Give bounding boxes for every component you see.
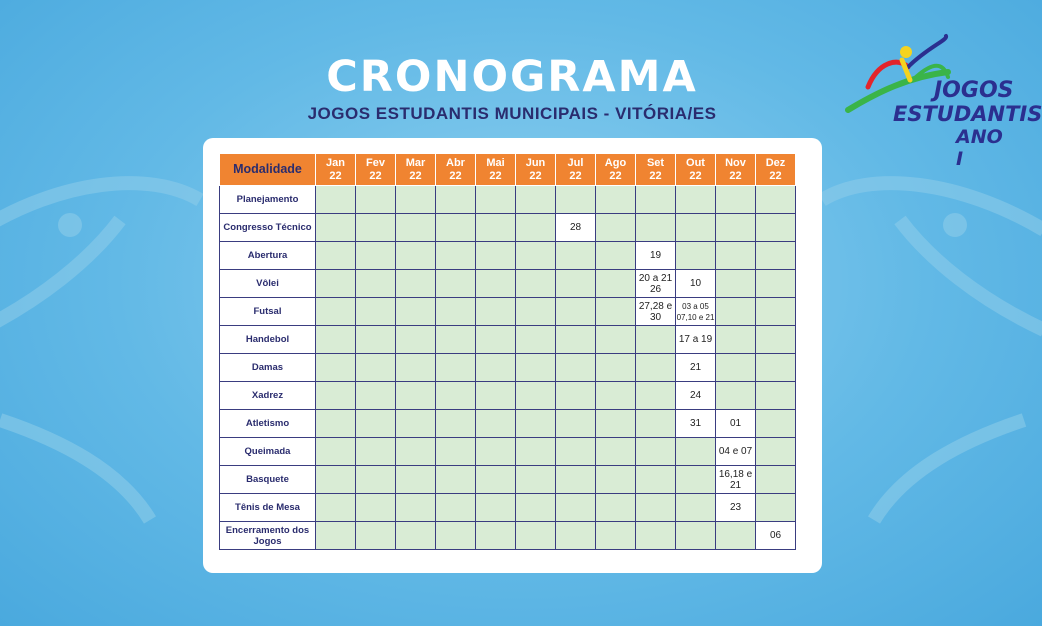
- date-cell: 03 a 05 07,10 e 21: [676, 298, 716, 326]
- empty-cell: [396, 382, 436, 410]
- empty-cell: [596, 410, 636, 438]
- date-cell: 01: [716, 410, 756, 438]
- month-name: Dez: [765, 156, 786, 169]
- month-header-mai: [476, 154, 516, 186]
- empty-cell: [476, 466, 516, 494]
- month-name: Jun: [525, 156, 546, 169]
- empty-cell: [516, 466, 556, 494]
- month-name: Fev: [366, 156, 385, 169]
- empty-cell: [556, 494, 596, 522]
- empty-cell: [396, 466, 436, 494]
- month-header-set: [636, 154, 676, 186]
- empty-cell: [556, 186, 596, 214]
- empty-cell: [436, 242, 476, 270]
- empty-cell: [676, 186, 716, 214]
- empty-cell: [676, 522, 716, 550]
- empty-cell: [756, 270, 796, 298]
- empty-cell: [476, 298, 516, 326]
- logo-line-1: JOGOS: [934, 78, 1014, 103]
- empty-cell: [356, 214, 396, 242]
- empty-cell: [716, 298, 756, 326]
- empty-cell: [516, 298, 556, 326]
- month-header-dez: [756, 154, 796, 186]
- empty-cell: [476, 522, 516, 550]
- empty-cell: [476, 410, 516, 438]
- schedule-card: [203, 138, 822, 573]
- month-year: 22: [409, 169, 422, 182]
- empty-cell: [756, 214, 796, 242]
- month-year: 22: [649, 169, 662, 182]
- modality-label: Encerramento dos Jogos: [220, 522, 316, 550]
- empty-cell: [396, 410, 436, 438]
- empty-cell: [436, 326, 476, 354]
- empty-cell: [436, 466, 476, 494]
- month-name: Nov: [725, 156, 746, 169]
- empty-cell: [716, 522, 756, 550]
- empty-cell: [556, 522, 596, 550]
- empty-cell: [356, 410, 396, 438]
- empty-cell: [476, 186, 516, 214]
- empty-cell: [596, 186, 636, 214]
- month-header-jul: [556, 154, 596, 186]
- empty-cell: [476, 270, 516, 298]
- month-year: 22: [689, 169, 702, 182]
- date-cell: 24: [676, 382, 716, 410]
- date-cell: 31: [676, 410, 716, 438]
- month-header-abr: [436, 154, 476, 186]
- empty-cell: [396, 186, 436, 214]
- empty-cell: [516, 326, 556, 354]
- empty-cell: [596, 270, 636, 298]
- table-row: [220, 522, 796, 550]
- empty-cell: [476, 242, 516, 270]
- empty-cell: [356, 354, 396, 382]
- table-row: [220, 186, 796, 214]
- month-name: Jul: [567, 156, 584, 169]
- empty-cell: [356, 522, 396, 550]
- empty-cell: [756, 242, 796, 270]
- empty-cell: [636, 494, 676, 522]
- empty-cell: [396, 522, 436, 550]
- empty-cell: [316, 186, 356, 214]
- modality-label: Planejamento: [220, 186, 316, 214]
- empty-cell: [516, 522, 556, 550]
- empty-cell: [316, 242, 356, 270]
- empty-cell: [516, 438, 556, 466]
- empty-cell: [516, 270, 556, 298]
- date-cell: 06: [756, 522, 796, 550]
- month-year: 22: [329, 169, 342, 182]
- table-row: [220, 410, 796, 438]
- month-name: Mai: [486, 156, 505, 169]
- table-row: [220, 382, 796, 410]
- empty-cell: [356, 382, 396, 410]
- empty-cell: [396, 354, 436, 382]
- month-name: Abr: [446, 156, 465, 169]
- empty-cell: [636, 354, 676, 382]
- date-cell: 28: [556, 214, 596, 242]
- empty-cell: [756, 298, 796, 326]
- empty-cell: [596, 242, 636, 270]
- table-header-row: [220, 154, 796, 186]
- empty-cell: [356, 326, 396, 354]
- jogos-estudantis-logo: [838, 32, 1042, 170]
- empty-cell: [316, 326, 356, 354]
- empty-cell: [756, 410, 796, 438]
- empty-cell: [636, 522, 676, 550]
- empty-cell: [716, 214, 756, 242]
- empty-cell: [676, 242, 716, 270]
- empty-cell: [596, 494, 636, 522]
- empty-cell: [316, 494, 356, 522]
- empty-cell: [436, 494, 476, 522]
- empty-cell: [756, 438, 796, 466]
- logo-line-2: ESTUDANTIS: [893, 102, 1042, 126]
- empty-cell: [316, 466, 356, 494]
- empty-cell: [716, 270, 756, 298]
- date-cell: 16,18 e 21: [716, 466, 756, 494]
- month-header-nov: [716, 154, 756, 186]
- month-year: 22: [729, 169, 742, 182]
- table-row: [220, 298, 796, 326]
- empty-cell: [516, 410, 556, 438]
- empty-cell: [756, 494, 796, 522]
- modality-label: Abertura: [220, 242, 316, 270]
- empty-cell: [396, 270, 436, 298]
- table-row: [220, 326, 796, 354]
- table-row: [220, 466, 796, 494]
- date-cell: 17 a 19: [676, 326, 716, 354]
- empty-cell: [556, 326, 596, 354]
- month-name: Jan: [326, 156, 345, 169]
- empty-cell: [516, 354, 556, 382]
- month-name: Set: [646, 156, 665, 169]
- empty-cell: [356, 438, 396, 466]
- modality-label: Futsal: [220, 298, 316, 326]
- month-name: Out: [686, 156, 705, 169]
- empty-cell: [356, 242, 396, 270]
- empty-cell: [516, 382, 556, 410]
- modality-label: Queimada: [220, 438, 316, 466]
- empty-cell: [556, 466, 596, 494]
- month-name: Ago: [604, 156, 627, 169]
- empty-cell: [476, 354, 516, 382]
- empty-cell: [436, 186, 476, 214]
- empty-cell: [716, 382, 756, 410]
- empty-cell: [636, 410, 676, 438]
- empty-cell: [356, 298, 396, 326]
- month-year: 22: [489, 169, 502, 182]
- empty-cell: [316, 410, 356, 438]
- empty-cell: [636, 438, 676, 466]
- empty-cell: [316, 382, 356, 410]
- empty-cell: [396, 494, 436, 522]
- empty-cell: [756, 326, 796, 354]
- empty-cell: [316, 298, 356, 326]
- empty-cell: [516, 494, 556, 522]
- modality-label: Handebol: [220, 326, 316, 354]
- month-year: 22: [609, 169, 622, 182]
- empty-cell: [476, 214, 516, 242]
- date-cell: 19: [636, 242, 676, 270]
- date-cell: 04 e 07: [716, 438, 756, 466]
- empty-cell: [636, 382, 676, 410]
- page-title: CRONOGRAMA: [326, 52, 698, 102]
- empty-cell: [436, 298, 476, 326]
- empty-cell: [516, 186, 556, 214]
- empty-cell: [676, 494, 716, 522]
- modality-label: Xadrez: [220, 382, 316, 410]
- date-cell: 23: [716, 494, 756, 522]
- month-year: 22: [569, 169, 582, 182]
- modality-label: Damas: [220, 354, 316, 382]
- page-subtitle: JOGOS ESTUDANTIS MUNICIPAIS - VITÓRIA/ES: [307, 104, 717, 123]
- empty-cell: [476, 438, 516, 466]
- modality-label: Congresso Técnico: [220, 214, 316, 242]
- modality-label: Tênis de Mesa: [220, 494, 316, 522]
- table-row: [220, 494, 796, 522]
- empty-cell: [596, 522, 636, 550]
- empty-cell: [756, 186, 796, 214]
- empty-cell: [516, 242, 556, 270]
- month-year: 22: [769, 169, 782, 182]
- date-cell: 20 a 21 26: [636, 270, 676, 298]
- month-header-out: [676, 154, 716, 186]
- empty-cell: [556, 270, 596, 298]
- empty-cell: [636, 326, 676, 354]
- empty-cell: [556, 354, 596, 382]
- empty-cell: [516, 214, 556, 242]
- table-row: [220, 242, 796, 270]
- month-header-mar: [396, 154, 436, 186]
- modality-label: Basquete: [220, 466, 316, 494]
- schedule-table: [219, 153, 796, 550]
- empty-cell: [356, 186, 396, 214]
- empty-cell: [436, 354, 476, 382]
- date-cell: 27,28 e 30: [636, 298, 676, 326]
- empty-cell: [356, 494, 396, 522]
- empty-cell: [556, 410, 596, 438]
- empty-cell: [476, 326, 516, 354]
- empty-cell: [676, 466, 716, 494]
- month-year: 22: [449, 169, 462, 182]
- empty-cell: [596, 298, 636, 326]
- empty-cell: [596, 326, 636, 354]
- empty-cell: [636, 186, 676, 214]
- month-header-ago: [596, 154, 636, 186]
- empty-cell: [756, 382, 796, 410]
- month-year: 22: [529, 169, 542, 182]
- empty-cell: [596, 438, 636, 466]
- table-row: [220, 270, 796, 298]
- empty-cell: [676, 438, 716, 466]
- empty-cell: [396, 326, 436, 354]
- empty-cell: [356, 466, 396, 494]
- modality-label: Vôlei: [220, 270, 316, 298]
- empty-cell: [436, 270, 476, 298]
- table-row: [220, 214, 796, 242]
- date-cell: 21: [676, 354, 716, 382]
- empty-cell: [596, 382, 636, 410]
- empty-cell: [356, 270, 396, 298]
- empty-cell: [716, 242, 756, 270]
- empty-cell: [396, 242, 436, 270]
- month-header-jun: [516, 154, 556, 186]
- empty-cell: [316, 522, 356, 550]
- month-header-fev: [356, 154, 396, 186]
- empty-cell: [316, 270, 356, 298]
- empty-cell: [556, 242, 596, 270]
- empty-cell: [436, 410, 476, 438]
- modality-label: Atletismo: [220, 410, 316, 438]
- empty-cell: [396, 298, 436, 326]
- empty-cell: [316, 214, 356, 242]
- empty-cell: [476, 494, 516, 522]
- empty-cell: [556, 382, 596, 410]
- empty-cell: [556, 298, 596, 326]
- empty-cell: [756, 354, 796, 382]
- empty-cell: [476, 382, 516, 410]
- empty-cell: [716, 354, 756, 382]
- empty-cell: [636, 466, 676, 494]
- empty-cell: [596, 466, 636, 494]
- empty-cell: [436, 214, 476, 242]
- empty-cell: [676, 214, 716, 242]
- table-row: [220, 354, 796, 382]
- empty-cell: [436, 382, 476, 410]
- empty-cell: [316, 354, 356, 382]
- table-row: [220, 438, 796, 466]
- empty-cell: [756, 466, 796, 494]
- empty-cell: [596, 354, 636, 382]
- empty-cell: [716, 186, 756, 214]
- empty-cell: [436, 522, 476, 550]
- empty-cell: [316, 438, 356, 466]
- empty-cell: [636, 214, 676, 242]
- empty-cell: [396, 438, 436, 466]
- modality-header: Modalidade: [220, 154, 316, 186]
- empty-cell: [436, 438, 476, 466]
- month-year: 22: [369, 169, 382, 182]
- logo-line-3: ANO I: [956, 126, 1003, 170]
- month-header-jan: [316, 154, 356, 186]
- empty-cell: [396, 214, 436, 242]
- empty-cell: [716, 326, 756, 354]
- month-name: Mar: [405, 156, 426, 169]
- date-cell: 10: [676, 270, 716, 298]
- empty-cell: [556, 438, 596, 466]
- empty-cell: [596, 214, 636, 242]
